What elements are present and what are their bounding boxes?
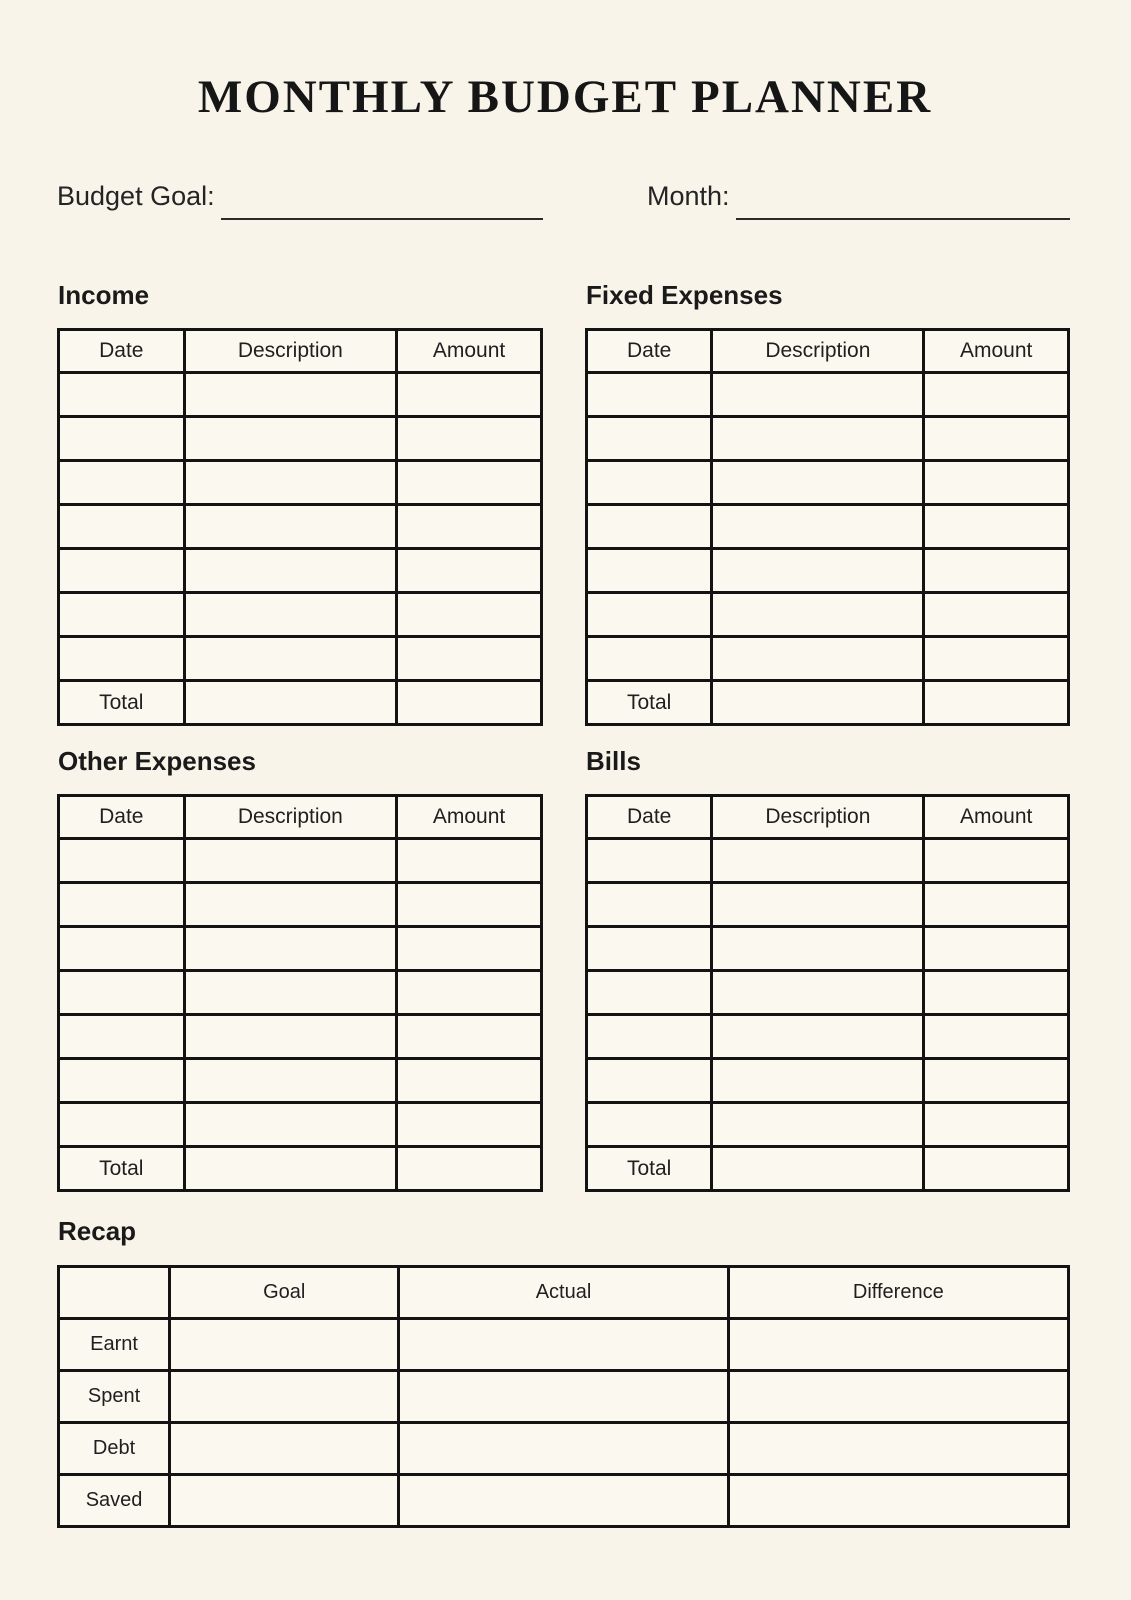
income-row-description-cell[interactable] (184, 549, 397, 593)
month-field (585, 180, 1070, 212)
income-row-date-cell[interactable] (59, 637, 185, 681)
other-expenses-row-date-cell[interactable] (59, 839, 185, 883)
bills-row-date-cell[interactable] (587, 971, 712, 1015)
recap-spent-goal-cell[interactable] (170, 1370, 399, 1422)
other-expenses-row-amount-cell[interactable] (397, 839, 542, 883)
other-expenses-row-description-cell[interactable] (184, 1059, 397, 1103)
other-expenses-total-description-cell[interactable] (184, 1147, 397, 1191)
other-expenses-row-amount-cell[interactable] (397, 1015, 542, 1059)
fixed-expenses-row-amount-cell[interactable] (924, 593, 1069, 637)
other-expenses-row-date-cell[interactable] (59, 1015, 185, 1059)
recap-section (57, 1216, 1073, 1527)
income-row-description-cell[interactable] (184, 505, 397, 549)
income-row-date-cell[interactable] (59, 505, 185, 549)
budget-goal-label: Budget Goal: (57, 181, 215, 211)
bills-row-amount-cell[interactable] (924, 1059, 1069, 1103)
recap-earnt-difference-cell[interactable] (728, 1318, 1068, 1370)
fixed-expenses-row-amount-cell[interactable] (924, 461, 1069, 505)
recap-col-difference: Difference (728, 1266, 1068, 1318)
other-expenses-row-amount-cell[interactable] (397, 1059, 542, 1103)
fixed-expenses-row-amount-cell[interactable] (924, 549, 1069, 593)
fixed-expenses-row (587, 373, 1069, 417)
income-row (59, 417, 542, 461)
other-expenses-row-amount-cell[interactable] (397, 1103, 542, 1147)
recap-row-spent (59, 1370, 1069, 1422)
other-expenses-total-row (59, 1147, 542, 1191)
fixed-expenses-row-description-cell[interactable] (712, 461, 924, 505)
recap-label-saved: Saved (59, 1474, 170, 1526)
fixed-expenses-total-description-cell[interactable] (712, 681, 924, 725)
other-expenses-row (59, 927, 542, 971)
fixed-expenses-col-description: Description (712, 330, 924, 373)
fixed-expenses-row-date-cell[interactable] (587, 549, 712, 593)
fixed-expenses-row-amount-cell[interactable] (924, 373, 1069, 417)
fixed-expenses-total-label: Total (587, 681, 712, 725)
income-row (59, 593, 542, 637)
other-expenses-total-amount-cell[interactable] (397, 1147, 542, 1191)
bills-row-amount-cell[interactable] (924, 1015, 1069, 1059)
other-expenses-row-date-cell[interactable] (59, 1103, 185, 1147)
fixed-expenses-row-description-cell[interactable] (712, 593, 924, 637)
income-total-amount-cell[interactable] (397, 681, 542, 725)
recap-row-saved (59, 1474, 1069, 1526)
bills-row-description-cell[interactable] (712, 883, 924, 927)
recap-saved-difference-cell[interactable] (728, 1474, 1068, 1526)
bills-row (587, 839, 1069, 883)
bills-total-amount-cell[interactable] (924, 1147, 1069, 1191)
recap-label-spent: Spent (59, 1370, 170, 1422)
other-expenses-row-amount-cell[interactable] (397, 883, 542, 927)
bills-row-description-cell[interactable] (712, 1059, 924, 1103)
other-expenses-row-description-cell[interactable] (184, 839, 397, 883)
recap-header-row (59, 1266, 1069, 1318)
fixed-expenses-section (585, 280, 1070, 726)
bills-row (587, 883, 1069, 927)
other-expenses-row-description-cell[interactable] (184, 1015, 397, 1059)
fixed-expenses-row (587, 505, 1069, 549)
bills-row-amount-cell[interactable] (924, 971, 1069, 1015)
other-expenses-row (59, 1103, 542, 1147)
header-fields-row (57, 180, 1073, 212)
fixed-expenses-row-date-cell[interactable] (587, 417, 712, 461)
income-row-description-cell[interactable] (184, 417, 397, 461)
bills-row-date-cell[interactable] (587, 927, 712, 971)
income-row-date-cell[interactable] (59, 549, 185, 593)
fixed-expenses-row (587, 417, 1069, 461)
income-row-amount-cell[interactable] (397, 637, 542, 681)
fixed-expenses-row (587, 461, 1069, 505)
other-expenses-row-description-cell[interactable] (184, 927, 397, 971)
month-label: Month: (647, 181, 730, 211)
fixed-expenses-row-date-cell[interactable] (587, 505, 712, 549)
fixed-expenses-header-row (587, 330, 1069, 373)
income-row-amount-cell[interactable] (397, 593, 542, 637)
bills-row-date-cell[interactable] (587, 1059, 712, 1103)
income-row (59, 549, 542, 593)
other-expenses-row (59, 1059, 542, 1103)
income-row-amount-cell[interactable] (397, 505, 542, 549)
recap-row-debt (59, 1422, 1069, 1474)
bills-row-date-cell[interactable] (587, 1015, 712, 1059)
bills-row-date-cell[interactable] (587, 1103, 712, 1147)
bills-total-label: Total (587, 1147, 712, 1191)
fixed-expenses-row-date-cell[interactable] (587, 373, 712, 417)
budget-goal-field (57, 180, 543, 212)
other-expenses-table (57, 794, 543, 1192)
income-section (57, 280, 543, 726)
other-expenses-header-row (59, 796, 542, 839)
other-expenses-row-date-cell[interactable] (59, 927, 185, 971)
fixed-expenses-total-row (587, 681, 1069, 725)
fixed-expenses-row-description-cell[interactable] (712, 505, 924, 549)
other-expenses-total-label: Total (59, 1147, 185, 1191)
income-row (59, 505, 542, 549)
bills-row-description-cell[interactable] (712, 839, 924, 883)
income-row (59, 461, 542, 505)
fixed-expenses-row-description-cell[interactable] (712, 373, 924, 417)
recap-earnt-actual-cell[interactable] (399, 1318, 728, 1370)
other-expenses-row-date-cell[interactable] (59, 883, 185, 927)
budget-goal-input[interactable] (221, 188, 543, 220)
other-expenses-row-description-cell[interactable] (184, 971, 397, 1015)
bills-row (587, 1059, 1069, 1103)
fixed-expenses-table (585, 328, 1070, 726)
income-row-amount-cell[interactable] (397, 373, 542, 417)
bills-col-amount: Amount (924, 796, 1069, 839)
recap-debt-goal-cell[interactable] (170, 1422, 399, 1474)
other-expenses-col-amount: Amount (397, 796, 542, 839)
fixed-expenses-total-amount-cell[interactable] (924, 681, 1069, 725)
bills-row (587, 971, 1069, 1015)
fixed-expenses-heading: Fixed Expenses (586, 280, 783, 311)
recap-row-earnt (59, 1318, 1069, 1370)
fixed-expenses-row-description-cell[interactable] (712, 417, 924, 461)
income-table (57, 328, 543, 726)
bills-col-description: Description (712, 796, 924, 839)
income-header-row (59, 330, 542, 373)
income-col-description: Description (184, 330, 397, 373)
fixed-expenses-col-amount: Amount (924, 330, 1069, 373)
income-total-row (59, 681, 542, 725)
other-expenses-col-description: Description (184, 796, 397, 839)
page-title: MONTHLY BUDGET PLANNER (197, 71, 933, 123)
other-expenses-row-date-cell[interactable] (59, 1059, 185, 1103)
fixed-expenses-row-description-cell[interactable] (712, 637, 924, 681)
fixed-expenses-col-date: Date (587, 330, 712, 373)
recap-table (57, 1265, 1070, 1528)
bills-row-amount-cell[interactable] (924, 883, 1069, 927)
income-row-date-cell[interactable] (59, 461, 185, 505)
bills-table (585, 794, 1070, 1192)
recap-col-actual: Actual (399, 1266, 728, 1318)
income-total-description-cell[interactable] (184, 681, 397, 725)
other-expenses-row-description-cell[interactable] (184, 1103, 397, 1147)
income-col-date: Date (59, 330, 185, 373)
recap-earnt-goal-cell[interactable] (170, 1318, 399, 1370)
other-expenses-row (59, 839, 542, 883)
recap-debt-actual-cell[interactable] (399, 1422, 728, 1474)
income-row-date-cell[interactable] (59, 417, 185, 461)
bills-row-amount-cell[interactable] (924, 839, 1069, 883)
other-expenses-row-amount-cell[interactable] (397, 927, 542, 971)
other-expenses-row-description-cell[interactable] (184, 883, 397, 927)
bills-row-date-cell[interactable] (587, 839, 712, 883)
income-row-amount-cell[interactable] (397, 461, 542, 505)
bills-section (585, 746, 1070, 1192)
bills-row-date-cell[interactable] (587, 883, 712, 927)
recap-saved-goal-cell[interactable] (170, 1474, 399, 1526)
fixed-expenses-row-description-cell[interactable] (712, 549, 924, 593)
recap-heading: Recap (58, 1216, 137, 1247)
income-row-amount-cell[interactable] (397, 417, 542, 461)
income-row-description-cell[interactable] (184, 593, 397, 637)
income-col-amount: Amount (397, 330, 542, 373)
income-row-amount-cell[interactable] (397, 549, 542, 593)
bills-row-amount-cell[interactable] (924, 927, 1069, 971)
recap-saved-actual-cell[interactable] (399, 1474, 728, 1526)
fixed-expenses-row-amount-cell[interactable] (924, 505, 1069, 549)
recap-col-goal: Goal (170, 1266, 399, 1318)
income-row-date-cell[interactable] (59, 593, 185, 637)
bills-row-amount-cell[interactable] (924, 1103, 1069, 1147)
tables-row-2 (57, 746, 1073, 1192)
income-row (59, 637, 542, 681)
other-expenses-row-amount-cell[interactable] (397, 971, 542, 1015)
bills-col-date: Date (587, 796, 712, 839)
income-row-description-cell[interactable] (184, 461, 397, 505)
fixed-expenses-row-date-cell[interactable] (587, 637, 712, 681)
recap-label-earnt: Earnt (59, 1318, 170, 1370)
fixed-expenses-row-amount-cell[interactable] (924, 637, 1069, 681)
income-row-description-cell[interactable] (184, 637, 397, 681)
bills-heading: Bills (586, 746, 641, 777)
other-expenses-col-date: Date (59, 796, 185, 839)
bills-row-description-cell[interactable] (712, 1103, 924, 1147)
fixed-expenses-row-date-cell[interactable] (587, 593, 712, 637)
recap-debt-difference-cell[interactable] (728, 1422, 1068, 1474)
fixed-expenses-row (587, 593, 1069, 637)
bills-row (587, 927, 1069, 971)
income-total-label: Total (59, 681, 185, 725)
fixed-expenses-row (587, 549, 1069, 593)
income-row-date-cell[interactable] (59, 373, 185, 417)
tables-row-1 (57, 280, 1073, 726)
bills-row-description-cell[interactable] (712, 1015, 924, 1059)
bills-row (587, 1103, 1069, 1147)
other-expenses-heading: Other Expenses (58, 746, 256, 777)
bills-total-description-cell[interactable] (712, 1147, 924, 1191)
recap-label-debt: Debt (59, 1422, 170, 1474)
bills-row-description-cell[interactable] (712, 971, 924, 1015)
income-heading: Income (58, 280, 150, 311)
recap-col-blank (59, 1266, 170, 1318)
income-row (59, 373, 542, 417)
bills-header-row (587, 796, 1069, 839)
income-row-description-cell[interactable] (184, 373, 397, 417)
other-expenses-section (57, 746, 543, 1192)
other-expenses-row (59, 1015, 542, 1059)
fixed-expenses-row (587, 637, 1069, 681)
fixed-expenses-row-amount-cell[interactable] (924, 417, 1069, 461)
bills-total-row (587, 1147, 1069, 1191)
recap-spent-difference-cell[interactable] (728, 1370, 1068, 1422)
other-expenses-row-date-cell[interactable] (59, 971, 185, 1015)
bills-row-description-cell[interactable] (712, 927, 924, 971)
fixed-expenses-row-date-cell[interactable] (587, 461, 712, 505)
bills-row (587, 1015, 1069, 1059)
other-expenses-row (59, 971, 542, 1015)
month-input[interactable] (736, 188, 1070, 220)
recap-spent-actual-cell[interactable] (399, 1370, 728, 1422)
other-expenses-row (59, 883, 542, 927)
